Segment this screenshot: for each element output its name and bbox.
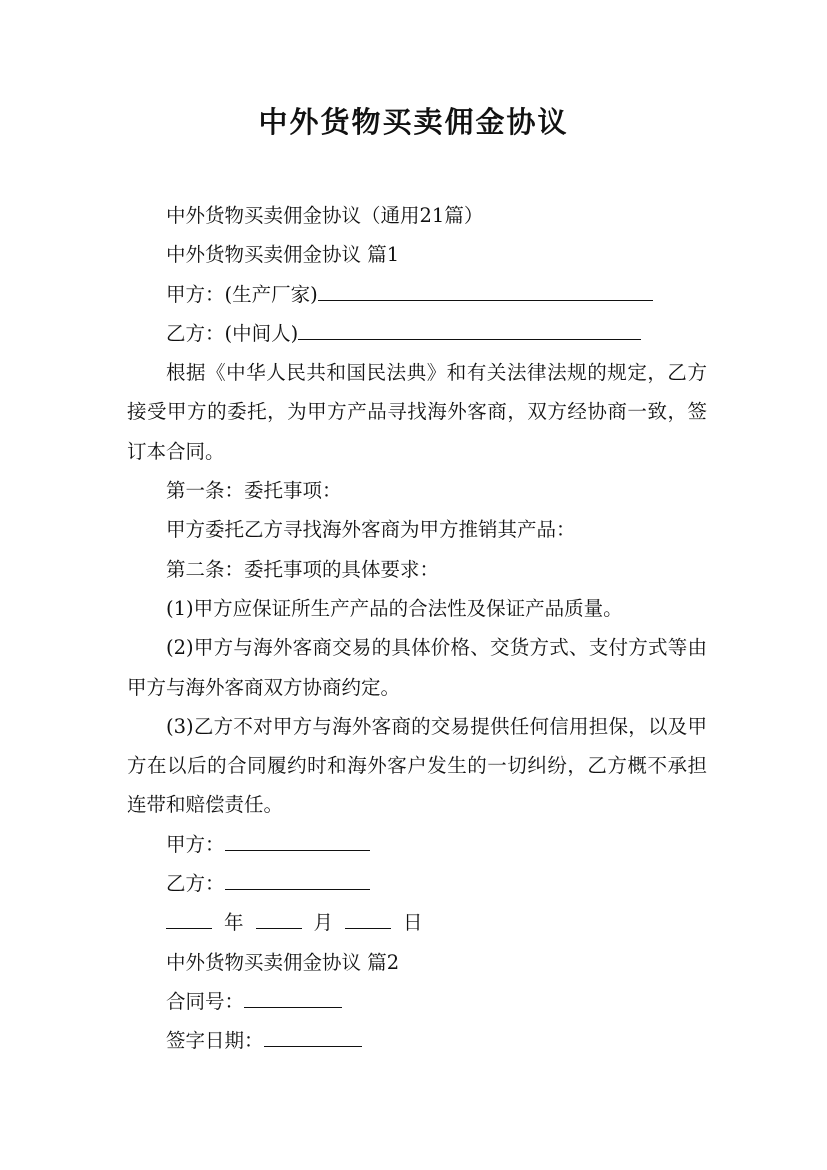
party-a-line: [127, 275, 707, 314]
sign-a-line: [127, 825, 707, 864]
section2-heading: 中外货物买卖佣金协议 篇2: [166, 950, 400, 974]
document-title: 中外货物买卖佣金协议: [258, 105, 569, 139]
section1-heading: 中外货物买卖佣金协议 篇1: [166, 243, 400, 267]
intro-paragraph: 根据《中华人民共和国民法典》和有关法律法规的规定，乙方接受甲方的委托，为甲方产品寻找海外客商，双方经协商一致，签订本合同。: [127, 361, 707, 463]
item-1: (1)甲方应保证所生产产品的合法性及保证产品质量。: [166, 596, 623, 620]
subtitle: 中外货物买卖佣金协议（通用21篇）: [166, 204, 484, 227]
contract-no-blank: [244, 984, 342, 1008]
day-label: 日: [403, 911, 423, 935]
sign-date-blank: [264, 1023, 362, 1047]
sign-b-blank: [225, 866, 370, 890]
document-body: [127, 196, 707, 1061]
day-blank: [345, 905, 391, 929]
month-label: 月: [313, 911, 334, 935]
contract-no-label: 合同号：: [166, 989, 245, 1013]
year-blank: [166, 905, 212, 929]
month-blank: [256, 905, 302, 929]
year-label: 年: [224, 911, 244, 935]
party-a-label: 甲方：(生产厂家): [166, 282, 318, 306]
sign-b-label: 乙方：: [166, 872, 225, 896]
party-a-blank: [318, 277, 653, 301]
sign-a-label: 甲方：: [166, 832, 225, 856]
party-b-label: 乙方：(中间人): [166, 321, 299, 345]
contract-no-line: [127, 982, 707, 1021]
party-b-blank: [298, 316, 641, 340]
article1-title: 第一条：委托事项：: [166, 479, 342, 503]
item-3: (3)乙方不对甲方与海外客商的交易提供任何信用担保，以及甲方在以后的合同履约时和海外客户发生的一切纠纷，乙方概不承担连带和赔偿责任。: [127, 714, 707, 817]
article1-text: 甲方委托乙方寻找海外客商为甲方推销其产品：: [166, 518, 576, 542]
sign-date-label: 签字日期：: [166, 1029, 264, 1053]
article2-title: 第二条：委托事项的具体要求：: [166, 557, 440, 581]
sign-date-line: [127, 1021, 707, 1060]
sign-a-blank: [225, 827, 370, 851]
date-line: [127, 903, 707, 942]
sign-b-line: [127, 864, 707, 903]
party-b-line: [127, 314, 707, 353]
item-2: (2)甲方与海外客商交易的具体价格、交货方式、支付方式等由甲方与海外客商双方协商约定。: [127, 636, 707, 699]
